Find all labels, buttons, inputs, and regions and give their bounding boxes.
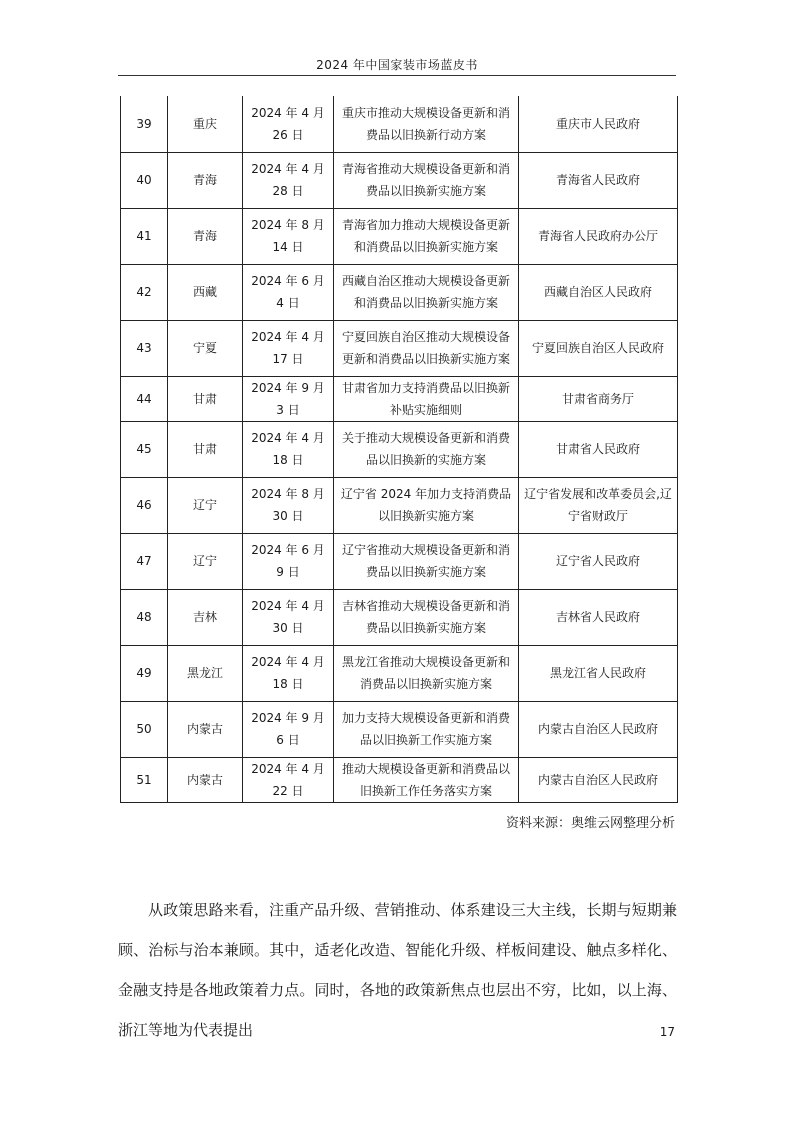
- row-number: 48: [121, 589, 168, 645]
- row-date: 2024 年 4 月 28 日: [243, 152, 334, 208]
- table-row: [121, 320, 678, 376]
- row-policy-name: 辽宁省 2024 年加力支持消费品以旧换新实施方案: [334, 477, 519, 533]
- row-province: 辽宁: [168, 477, 243, 533]
- row-province: 重庆: [168, 96, 243, 152]
- row-date: 2024 年 9 月 6 日: [243, 701, 334, 757]
- row-policy-name: 宁夏回族自治区推动大规模设备更新和消费品以旧换新实施方案: [334, 320, 519, 376]
- row-policy-name: 加力支持大规模设备更新和消费品以旧换新工作实施方案: [334, 701, 519, 757]
- row-department: 甘肃省商务厅: [519, 376, 678, 421]
- row-date: 2024 年 4 月 18 日: [243, 645, 334, 701]
- table-row: [121, 477, 678, 533]
- row-policy-name: 甘肃省加力支持消费品以旧换新补贴实施细则: [334, 376, 519, 421]
- table-row: [121, 376, 678, 421]
- body-paragraph: 从政策思路来看，注重产品升级、营销推动、体系建设三大主线，长期与短期兼顾、治标与治本兼顾。其中，适老化改造、智能化升级、样板间建设、触点多样化、金融支持是各地政策着力点。同时，各地的政策新焦点也层出不穷，比如，以上海、浙江等地为代表提出: [118, 901, 677, 1039]
- table-row: [121, 533, 678, 589]
- row-department: 内蒙古自治区人民政府: [519, 757, 678, 802]
- row-province: 黑龙江: [168, 645, 243, 701]
- row-department: 辽宁省人民政府: [519, 533, 678, 589]
- row-policy-name: 黑龙江省推动大规模设备更新和消费品以旧换新实施方案: [334, 645, 519, 701]
- row-province: 辽宁: [168, 533, 243, 589]
- table-row: [121, 421, 678, 477]
- row-department: 辽宁省发展和改革委员会,辽宁省财政厅: [519, 477, 678, 533]
- row-policy-name: 辽宁省推动大规模设备更新和消费品以旧换新实施方案: [334, 533, 519, 589]
- row-date: 2024 年 4 月 22 日: [243, 757, 334, 802]
- source-note: 资料来源：奥维云网整理分析: [505, 816, 675, 831]
- row-province: 西藏: [168, 264, 243, 320]
- row-policy-name: 推动大规模设备更新和消费品以旧换新工作任务落实方案: [334, 757, 519, 802]
- row-department: 吉林省人民政府: [519, 589, 678, 645]
- policy-table: [120, 96, 678, 803]
- row-number: 42: [121, 264, 168, 320]
- row-province: 吉林: [168, 589, 243, 645]
- row-date: 2024 年 6 月 4 日: [243, 264, 334, 320]
- row-number: 43: [121, 320, 168, 376]
- row-department: 甘肃省人民政府: [519, 421, 678, 477]
- row-number: 45: [121, 421, 168, 477]
- table-row: [121, 757, 678, 802]
- row-date: 2024 年 4 月 17 日: [243, 320, 334, 376]
- row-province: 内蒙古: [168, 757, 243, 802]
- row-number: 46: [121, 477, 168, 533]
- row-policy-name: 吉林省推动大规模设备更新和消费品以旧换新实施方案: [334, 589, 519, 645]
- row-number: 47: [121, 533, 168, 589]
- row-number: 51: [121, 757, 168, 802]
- row-department: 青海省人民政府办公厅: [519, 208, 678, 264]
- row-number: 44: [121, 376, 168, 421]
- row-date: 2024 年 6 月 9 日: [243, 533, 334, 589]
- row-date: 2024 年 4 月 18 日: [243, 421, 334, 477]
- row-number: 49: [121, 645, 168, 701]
- header-divider: [118, 75, 676, 76]
- row-policy-name: 重庆市推动大规模设备更新和消费品以旧换新行动方案: [334, 96, 519, 152]
- table-row: [121, 589, 678, 645]
- row-number: 39: [121, 96, 168, 152]
- row-date: 2024 年 4 月 30 日: [243, 589, 334, 645]
- row-province: 宁夏: [168, 320, 243, 376]
- row-province: 甘肃: [168, 421, 243, 477]
- row-policy-name: 关于推动大规模设备更新和消费品以旧换新的实施方案: [334, 421, 519, 477]
- row-number: 41: [121, 208, 168, 264]
- row-policy-name: 青海省加力推动大规模设备更新和消费品以旧换新实施方案: [334, 208, 519, 264]
- row-department: 重庆市人民政府: [519, 96, 678, 152]
- row-department: 青海省人民政府: [519, 152, 678, 208]
- row-number: 50: [121, 701, 168, 757]
- table-row: [121, 96, 678, 152]
- row-date: 2024 年 8 月 14 日: [243, 208, 334, 264]
- table-row: [121, 208, 678, 264]
- table-row: [121, 645, 678, 701]
- table-row: [121, 152, 678, 208]
- row-department: 黑龙江省人民政府: [519, 645, 678, 701]
- row-date: 2024 年 8 月 30 日: [243, 477, 334, 533]
- row-department: 西藏自治区人民政府: [519, 264, 678, 320]
- row-department: 内蒙古自治区人民政府: [519, 701, 678, 757]
- row-province: 青海: [168, 208, 243, 264]
- page-header: 2024 年中国家装市场蓝皮书: [316, 58, 478, 72]
- row-province: 青海: [168, 152, 243, 208]
- page-number: 17: [659, 1025, 675, 1039]
- row-department: 宁夏回族自治区人民政府: [519, 320, 678, 376]
- table-row: [121, 264, 678, 320]
- row-date: 2024 年 9 月 3 日: [243, 376, 334, 421]
- row-date: 2024 年 4 月 26 日: [243, 96, 334, 152]
- row-policy-name: 青海省推动大规模设备更新和消费品以旧换新实施方案: [334, 152, 519, 208]
- row-province: 甘肃: [168, 376, 243, 421]
- row-policy-name: 西藏自治区推动大规模设备更新和消费品以旧换新实施方案: [334, 264, 519, 320]
- row-number: 40: [121, 152, 168, 208]
- row-province: 内蒙古: [168, 701, 243, 757]
- table-row: [121, 701, 678, 757]
